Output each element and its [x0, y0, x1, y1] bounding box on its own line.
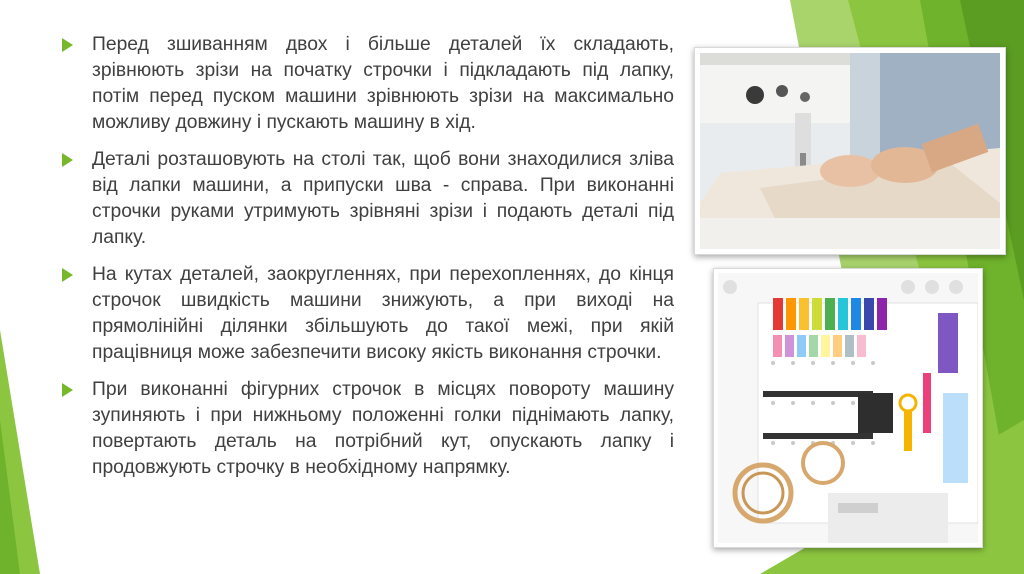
bullet-item	[62, 262, 674, 366]
bullet-item	[62, 32, 674, 136]
bullet-item	[62, 147, 674, 251]
sewing-pegboard-photo-icon	[718, 273, 978, 543]
triangle-bullet-icon	[62, 153, 73, 167]
triangle-bullet-icon	[62, 38, 73, 52]
bullet-list	[62, 32, 674, 492]
sewing-machine-photo-icon	[700, 53, 1000, 249]
triangle-bullet-icon	[62, 383, 73, 397]
sewing-pegboard-photo	[713, 268, 983, 548]
sewing-machine-photo	[694, 47, 1006, 255]
bullet-text: На кутах деталей, заокругленнях, при перехопленнях, до кінця строчок швидкість машини знижують, а при виході на прямолінійні ділянки збільшують до такої межі, при якій працівниця може забезпечити високу якість виконання строчки.	[92, 264, 674, 363]
bullet-item	[62, 377, 674, 481]
triangle-bullet-icon	[62, 268, 73, 282]
bullet-text: При виконанні фігурних строчок в місцях повороту машину зупиняють і при нижньому положенні голки піднімають лапку, повертають деталь на потрібний кут, опускають лапку і продовжують строчку в необхідному напрямку.	[92, 379, 674, 478]
bullet-text: Деталі розташовують на столі так, щоб вони знаходилися зліва від лапки машини, а припуски шва - справа. При виконанні строчки руками утримують зрівняні зрізи і подають деталі під лапку.	[92, 149, 674, 248]
bullet-text: Перед зшиванням двох і більше деталей їх складають, зрівнюють зрізи на початку строчки і підкладають під лапку, потім перед пуском машини зрівнюють зрізи на максимально можливу довжину і пускають машину в хід.	[92, 34, 674, 133]
